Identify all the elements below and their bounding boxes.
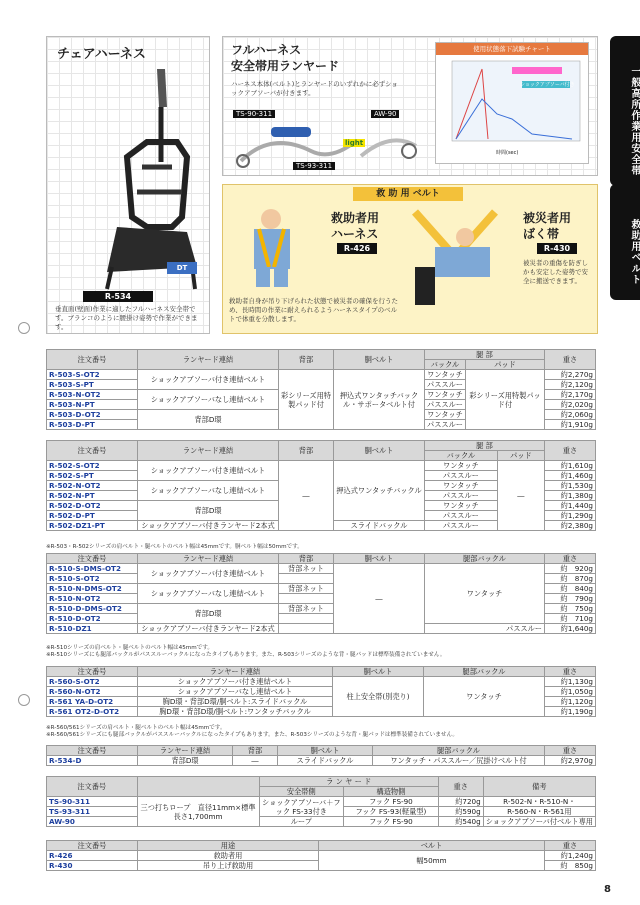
th: 重さ: [545, 746, 596, 756]
table-row: R-503-S-OT2: [47, 370, 138, 380]
cell: ショックアブソーバなし連結ベルト: [138, 584, 279, 604]
tag-ts93: TS-93-311: [293, 162, 335, 170]
cell: パススルー: [425, 400, 466, 410]
cell: [279, 624, 334, 634]
chart-xlabel: 時間(sec): [496, 150, 519, 156]
harness-title-1: 救助者用: [331, 211, 380, 225]
chair-harness-image: [87, 67, 197, 292]
cell: ショックアブソーバ付き連結ベルト: [138, 370, 279, 390]
cell: R-560-N・R-561用: [483, 807, 595, 817]
table-row: R-510-D-DMS-OT2: [47, 604, 138, 614]
th: 注文番号: [47, 441, 138, 461]
lanyard-title-1: フルハーネス: [231, 43, 302, 57]
table-row: R-510-S-OT2: [47, 574, 138, 584]
cell: 約2,170g: [545, 390, 596, 400]
victim-illustration: [395, 207, 515, 307]
cell: ループ: [259, 817, 343, 827]
cell: ―: [279, 461, 334, 531]
cell: ワンタッチ: [424, 677, 545, 717]
cell: ―: [334, 564, 425, 634]
cell: 胸D環・背部D環/胴ベルト:ワンタッチバックル: [138, 707, 333, 717]
th: パッド: [497, 451, 544, 461]
table-row: R-502-D-PT: [47, 511, 138, 521]
drop-test-chart: [435, 42, 589, 164]
cell: フック FS-90: [344, 797, 439, 807]
cell: パススルー: [425, 380, 466, 390]
th: 重さ: [545, 350, 596, 370]
th: ベルト: [319, 841, 545, 851]
chart-plot: [442, 59, 584, 157]
cell: パススルー: [425, 491, 498, 501]
cell: 彩シリーズ用特製パッド付: [279, 370, 334, 430]
side-tab-rescue[interactable]: 救助用ベルト: [610, 184, 640, 300]
cell: 約1,640g: [545, 624, 596, 634]
th: 注文番号: [47, 667, 138, 677]
cell: 吊り上げ救助用: [138, 861, 319, 871]
cell: 約590g: [438, 807, 483, 817]
cell: 約 870g: [545, 574, 596, 584]
cell: [279, 574, 334, 584]
th: 重さ: [438, 777, 483, 797]
cell: 約2,380g: [545, 521, 596, 531]
cell: [279, 614, 334, 624]
t3-note-2: ※R-510シリーズにも腿部バックルがパススルーバックルになったタイプもあります。また、R-503シリーズのような背・腿パッドは標準装備されていません。: [46, 652, 446, 658]
cell: 幅50mm: [319, 851, 545, 871]
table-row: R-534-D: [47, 756, 138, 766]
table-row: R-510-DZ1: [47, 624, 138, 634]
cell: フック FS-93(軽量型): [344, 807, 439, 817]
th: 注文番号: [47, 777, 138, 797]
cell: 押込式ワンタッチバックル: [334, 461, 425, 521]
th-blank: [137, 777, 259, 797]
cell: 約1,440g: [545, 501, 596, 511]
table-row: R-426: [47, 851, 138, 861]
lanyard-desc: ハーネス本体(ベルト)とランヤードのいずれかに必ずショックアブソーバが付きます。: [231, 80, 398, 97]
th: 腿部バックル: [424, 667, 545, 677]
cell: 約1,910g: [545, 420, 596, 430]
th: ランヤード連結: [138, 350, 279, 370]
cell: スライドバックル: [278, 756, 373, 766]
cell: ―: [233, 756, 278, 766]
table-row: R-503-D-PT: [47, 420, 138, 430]
page-number: 8: [604, 884, 611, 895]
th: 背部: [279, 350, 334, 370]
cell: 約2,060g: [545, 410, 596, 420]
tag-ts90: TS-90-311: [233, 110, 275, 118]
lanyard-card: [222, 36, 598, 176]
strap-model: R-430: [537, 243, 577, 254]
cell: 約1,530g: [545, 481, 596, 491]
table-row: R-510-D-OT2: [47, 614, 138, 624]
cell: ショックアブソーバ付き連結ベルト: [138, 677, 333, 687]
strap-desc: 被災者の重傷を防ぎしかも安定した姿勢で安全に搬送できます。: [523, 259, 588, 285]
cell: 約 790g: [545, 594, 596, 604]
cell: 約540g: [438, 817, 483, 827]
table-row: R-503-D-OT2: [47, 410, 138, 420]
th: 胴ベルト: [334, 441, 425, 461]
th: バックル: [425, 360, 466, 370]
cell: ワンタッチ・パススルー／尻掛けベルト付: [373, 756, 545, 766]
table-row: TS-90-311: [47, 797, 138, 807]
cell: スライドバックル: [334, 521, 425, 531]
strap-title-1: 被災者用: [523, 211, 572, 225]
cell: [279, 594, 334, 604]
chair-harness-title: チェアハーネス: [57, 47, 146, 62]
th: 胴ベルト: [278, 746, 373, 756]
cell: ショックアブソーバ付ベルト専用: [483, 817, 595, 827]
cell: 約 840g: [545, 584, 596, 594]
th: 重さ: [545, 841, 596, 851]
cell: 押込式ワンタッチバックル・サポータベルト付: [334, 370, 425, 430]
cell: ワンタッチ: [425, 481, 498, 491]
cell: ワンタッチ: [425, 390, 466, 400]
cell: ショックアブソーバ付きランヤード2本式: [138, 521, 279, 531]
table-r502: [46, 440, 596, 531]
cell: 背部ネット: [279, 604, 334, 614]
cell: 約1,610g: [545, 461, 596, 471]
th: 重さ: [545, 554, 596, 564]
cell: 柱上安全帯(別売り): [333, 677, 424, 717]
table-row: R-503-N-OT2: [47, 390, 138, 400]
table-r560: [46, 666, 596, 717]
chart-title: 使用状態落下試験チャート: [436, 43, 588, 55]
cell: 約 850g: [545, 861, 596, 871]
light-tag: light: [345, 139, 364, 147]
cell: 約1,240g: [545, 851, 596, 861]
th: 安全帯側: [259, 787, 343, 797]
cell: R-502-N・R-510-N・: [483, 797, 595, 807]
table-row: R-510-N-DMS-OT2: [47, 584, 138, 594]
cell: 約 750g: [545, 604, 596, 614]
lanyard-image: [231, 121, 421, 171]
cell: 約1,290g: [545, 511, 596, 521]
th: 注文番号: [47, 746, 138, 756]
th: 胴ベルト: [333, 667, 424, 677]
cell: パススルー: [425, 624, 545, 634]
rescue-section: [222, 184, 598, 334]
cell: ショックアブソーバ付き連結ベルト: [138, 461, 279, 481]
cell: パススルー: [425, 471, 498, 481]
table-r503: [46, 349, 596, 430]
th: 注文番号: [47, 350, 138, 370]
t3-note-1: ※R-510シリーズの肩ベルト・腿ベルトのベルト幅は45mmです。: [46, 645, 213, 651]
rescuer-illustration: [229, 207, 319, 287]
cell: ショックアブソーバ＋フック FS-33付き: [259, 797, 343, 817]
chair-model-label: R-534: [83, 291, 153, 302]
cell: 約1,460g: [545, 471, 596, 481]
th: ランヤード連結: [138, 554, 279, 564]
cell: ショックアブソーバなし連結ベルト: [138, 390, 279, 410]
cell: 約2,120g: [545, 380, 596, 390]
cell: フック FS-90: [344, 817, 439, 827]
binder-hole-bottom: [18, 694, 30, 706]
cell: 約1,120g: [545, 697, 596, 707]
th: 胴ベルト: [334, 350, 425, 370]
th: 備考: [483, 777, 595, 797]
cell: 約2,970g: [545, 756, 596, 766]
table-row: R-503-S-PT: [47, 380, 138, 390]
table-lanyard: [46, 776, 596, 827]
cell: ワンタッチ: [425, 370, 466, 380]
table-row: R-510-S-DMS-OT2: [47, 564, 138, 574]
table-row: R-502-S-PT: [47, 471, 138, 481]
side-tab-general[interactable]: 一般高所作業用安全帯: [610, 36, 640, 186]
th: 背部: [279, 441, 334, 461]
chair-caption: 垂直面(壁面)作業に適したフルハーネス安全帯です。ブランコのように腰掛け姿勢で作業ができます。: [55, 305, 198, 331]
strap-title-2: ばく帯: [523, 227, 560, 241]
cell: 約1,050g: [545, 687, 596, 697]
cell: 約 920g: [545, 564, 596, 574]
rescue-header: 救 助 用 ベルト: [353, 187, 463, 201]
rescue-caption: 救助者自身が吊り下げられた状態で被災者の確保を行うため、長時間の作業に耐えられるようハーネスタイプのベルトで体重を分散します。: [229, 297, 398, 323]
cell: 三つ打ちロープ 直径11mm×標準長さ1,700mm: [137, 797, 259, 827]
cell: 約 710g: [545, 614, 596, 624]
lanyard-title-2: 安全帯用ランヤード: [231, 59, 340, 73]
table-row: R-510-N-OT2: [47, 594, 138, 604]
cell: 救助者用: [138, 851, 319, 861]
cell: 約1,380g: [545, 491, 596, 501]
chart-legend: ショックアブソーバ付き: [520, 82, 575, 88]
th: 構造物側: [344, 787, 439, 797]
th: 腿 部: [425, 441, 545, 451]
th: 背部: [233, 746, 278, 756]
table-row: R-502-DZ1-PT: [47, 521, 138, 531]
th: 腿部バックル: [425, 554, 545, 564]
cell: パススルー: [425, 521, 498, 531]
cell: 約2,020g: [545, 400, 596, 410]
table-row: R-502-N-OT2: [47, 481, 138, 491]
th: パッド: [465, 360, 544, 370]
table-row: R-502-S-OT2: [47, 461, 138, 471]
cell: 背部ネット: [279, 564, 334, 574]
chair-harness-card: [46, 36, 210, 334]
th: 重さ: [545, 667, 596, 677]
table-r510: [46, 553, 596, 634]
cell: 約2,270g: [545, 370, 596, 380]
cell: 背部D環: [138, 604, 279, 624]
cell: パススルー: [425, 420, 466, 430]
cell: ショックアブソーバなし連結ベルト: [138, 687, 333, 697]
table-rescue: [46, 840, 596, 871]
th: ランヤード連結: [138, 746, 233, 756]
table-row: R-430: [47, 861, 138, 871]
th: 重さ: [545, 441, 596, 461]
th: ランヤード連結: [138, 441, 279, 461]
table-row: R-561 OT2-D-OT2: [47, 707, 138, 717]
th: 腿部バックル: [373, 746, 545, 756]
th: バックル: [425, 451, 498, 461]
dt-badge: DT: [167, 262, 197, 274]
tag-aw90: AW-90: [371, 110, 399, 118]
harness-title-2: ハーネス: [331, 227, 379, 241]
t2-note: ※R-503・R-502シリーズの肩ベルト・腿ベルトのベルト幅は45mmです。胴ベルト幅は50mmです。: [46, 544, 303, 550]
table-row: R-503-N-PT: [47, 400, 138, 410]
th: 胴ベルト: [334, 554, 425, 564]
table-row: R-502-D-OT2: [47, 501, 138, 511]
t4-note-1: ※R-560/561シリーズの肩ベルト・腿ベルトのベルト幅は45mmです。: [46, 725, 226, 731]
table-row: AW-90: [47, 817, 138, 827]
cell: ワンタッチ: [425, 564, 545, 624]
cell: ショックアブソーバ付きランヤード2本式: [138, 624, 279, 634]
th: 注文番号: [47, 841, 138, 851]
th: 背部: [279, 554, 334, 564]
table-row: R-560-N-OT2: [47, 687, 138, 697]
binder-hole-top: [18, 322, 30, 334]
t4-note-2: ※R-560/561シリーズにも腿部バックルがパススルーバックルになったタイプもあります。また、R-503シリーズのような背・腿パッドは標準装備されていません。: [46, 732, 458, 738]
cell: 背部D環: [138, 756, 233, 766]
cell: パススルー: [425, 511, 498, 521]
cell: 背部D環: [138, 410, 279, 430]
cell: ワンタッチ: [425, 410, 466, 420]
cell: ワンタッチ: [425, 461, 498, 471]
table-row: R-561 YA-D-OT2: [47, 697, 138, 707]
th: ラ ン ヤ ー ド: [259, 777, 438, 787]
harness-model: R-426: [337, 243, 377, 254]
cell: 約1,130g: [545, 677, 596, 687]
cell: 約720g: [438, 797, 483, 807]
cell: ショックアブソーバ付き連結ベルト: [138, 564, 279, 584]
cell: ―: [497, 461, 544, 531]
cell: 彩シリーズ用特製パッド付: [465, 370, 544, 430]
th: 注文番号: [47, 554, 138, 564]
table-row: R-502-N-PT: [47, 491, 138, 501]
th: ランヤード連結: [138, 667, 333, 677]
table-row: R-560-S-OT2: [47, 677, 138, 687]
cell: 約1,190g: [545, 707, 596, 717]
cell: 背部ネット: [279, 584, 334, 594]
table-row: TS-93-311: [47, 807, 138, 817]
cell: ショックアブソーバなし連結ベルト: [138, 481, 279, 501]
cell: ワンタッチ: [425, 501, 498, 511]
th: 腿 部: [425, 350, 545, 360]
th: 用途: [138, 841, 319, 851]
cell: 背部D環: [138, 501, 279, 521]
table-r534: [46, 745, 596, 766]
cell: 胸D環・背部D環/胴ベルト:スライドバックル: [138, 697, 333, 707]
